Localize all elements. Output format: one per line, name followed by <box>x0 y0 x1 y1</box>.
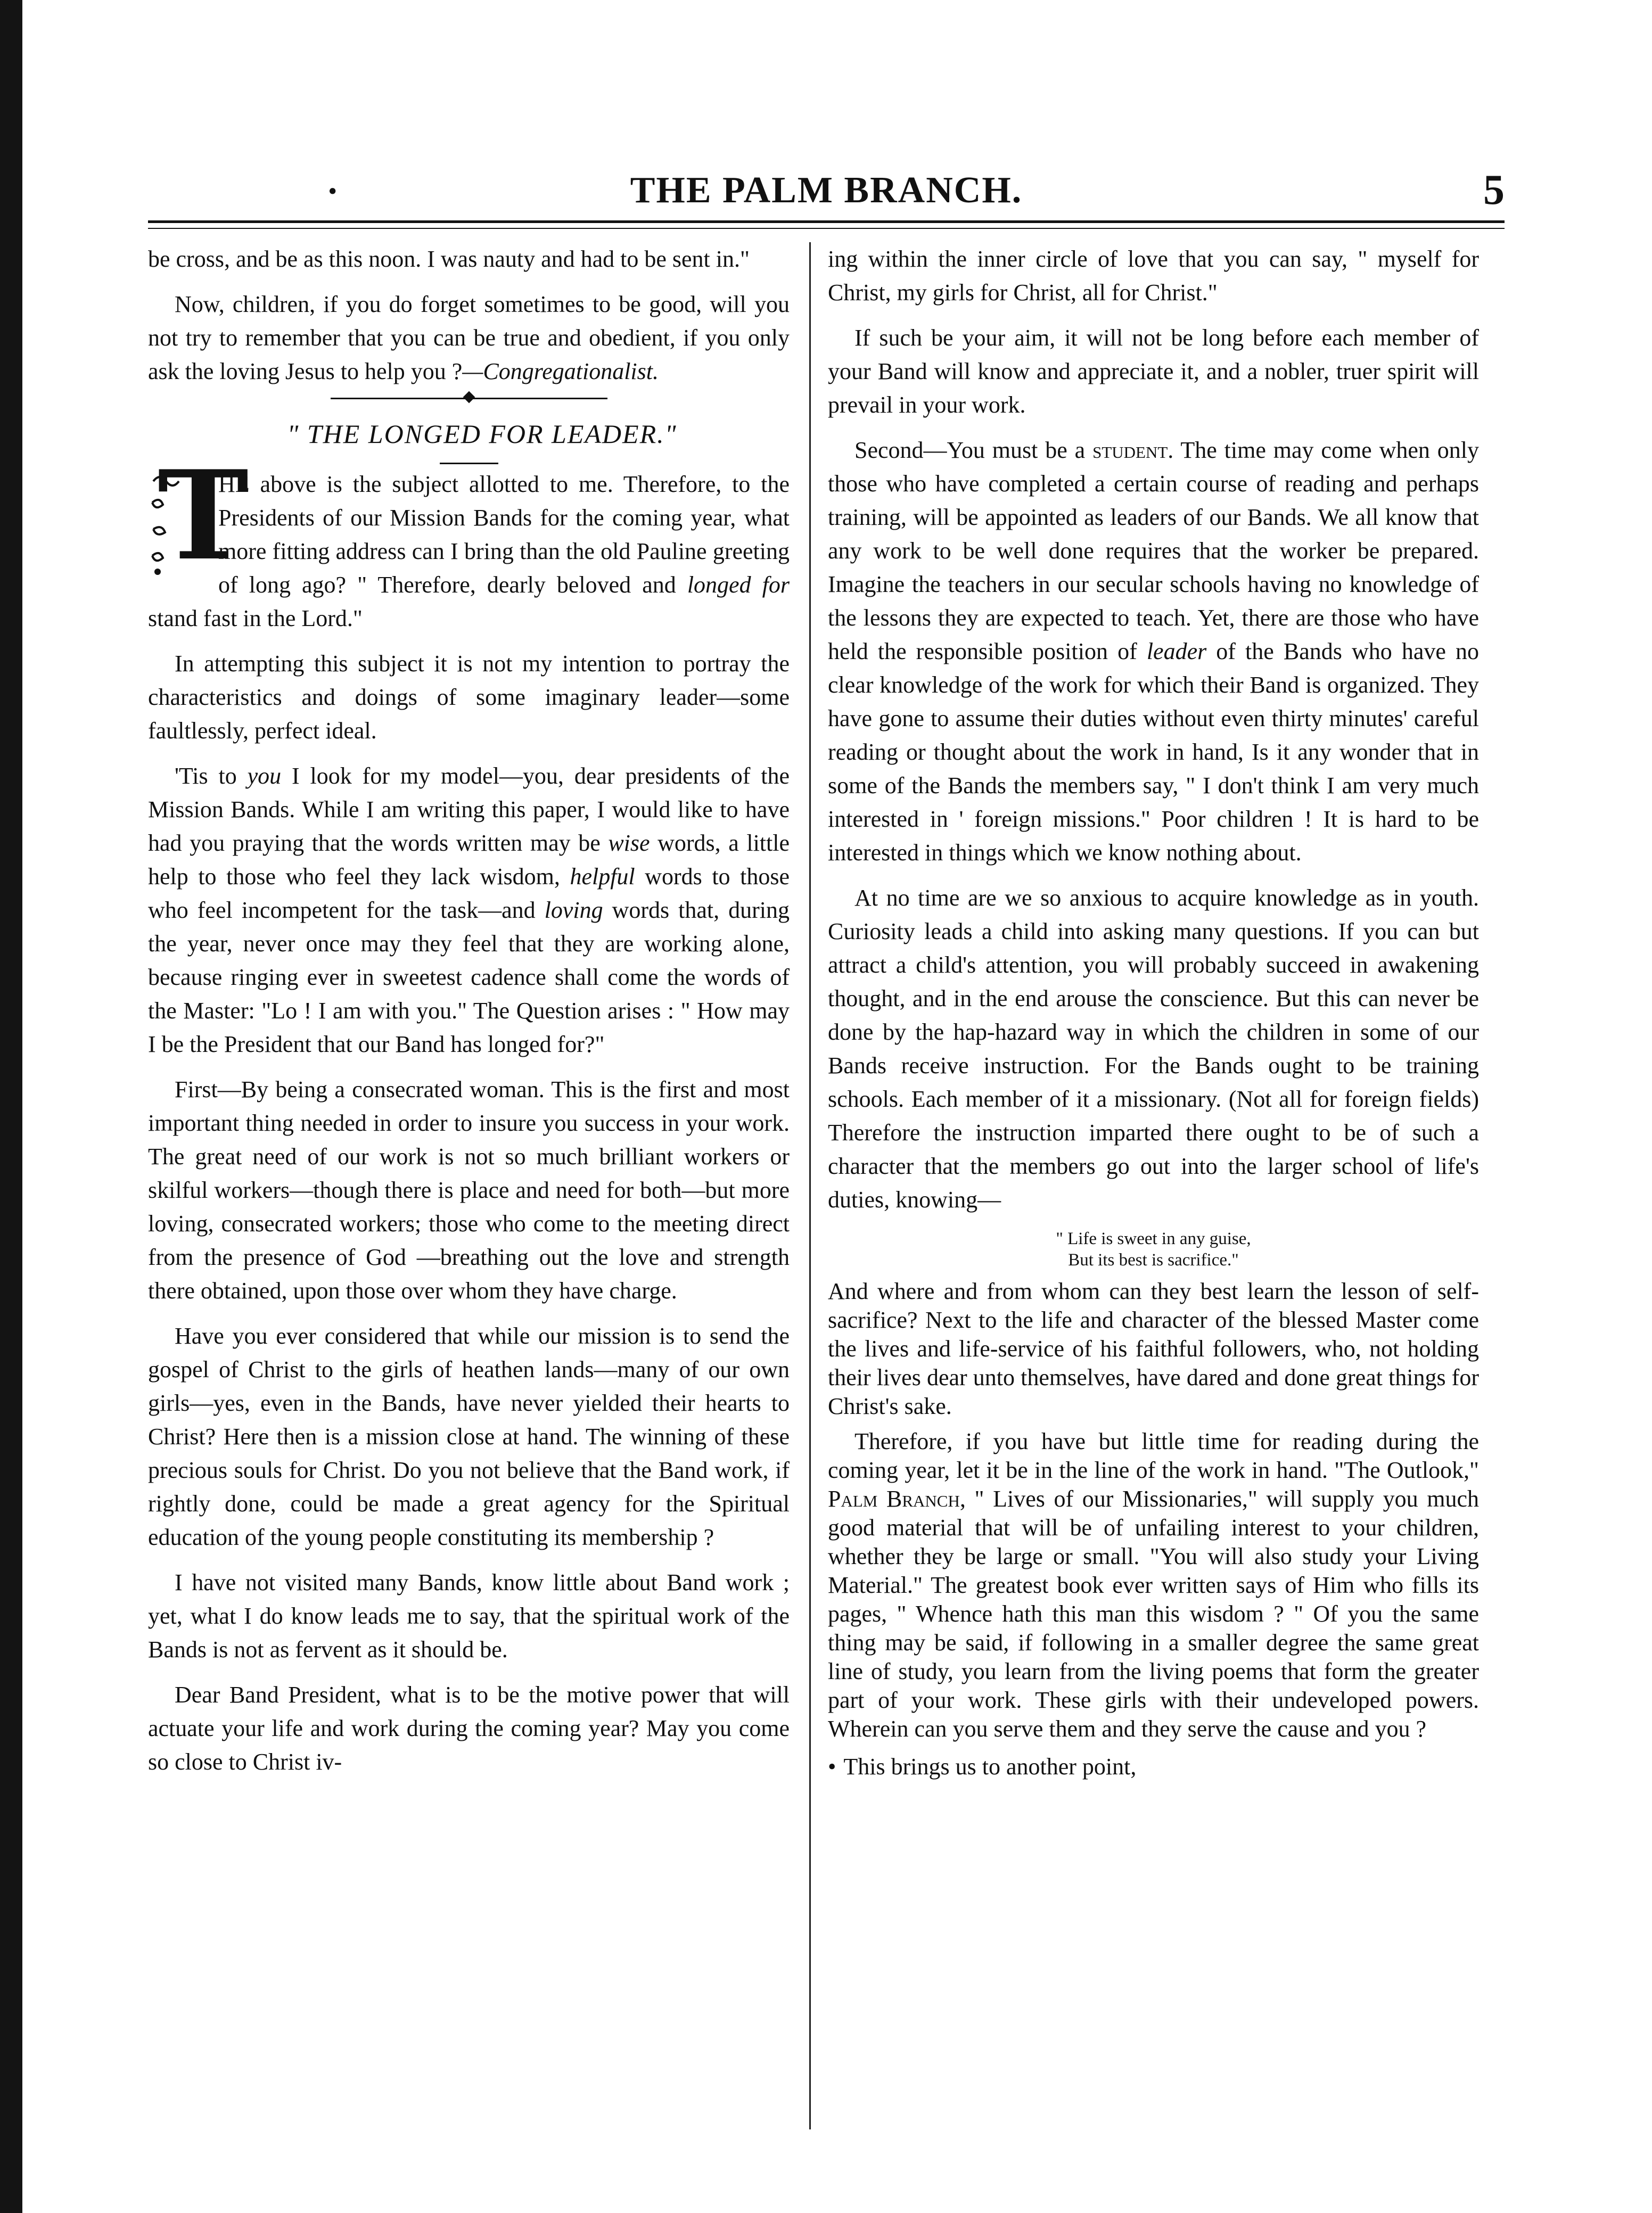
paragraph-text: words that, during the year, never once may they feel that they are working alone, because ringing ever in sweetest cadence shall come the words of the Master: "Lo ! I am with you." The Question arises : " How may I be the President that our Band has longed for?" <box>148 897 790 1057</box>
paragraph: Dear Band President, what is to be the motive power that will actuate your life and work during the coming year? May you come so close to Christ iv- <box>148 1682 790 1775</box>
source-citation: —Congregationalist. <box>462 358 659 384</box>
emphasis: you <box>247 763 282 789</box>
page-header <box>148 169 1505 217</box>
small-caps-term: student. <box>1092 437 1174 463</box>
column-divider <box>809 242 811 2129</box>
dropcap-letter: T <box>158 444 249 588</box>
header-rule-thin <box>148 228 1505 229</box>
publication-title: THE PALM BRANCH. <box>630 170 1023 211</box>
verse-line: " Life is sweet in any guise, <box>1056 1229 1251 1248</box>
paragraph-text: stand fast in the Lord." <box>148 605 363 631</box>
paragraph <box>828 1427 1479 1743</box>
paragraph: And where and from whom can they best learn the lesson of self-sacrifice? Next to the life and character of the blessed Master come the lives and life-service of his faithful followers, who, not holding their lives dear unto themselves, have dared and done great things for Christ's sake. <box>828 1278 1479 1419</box>
paragraph-text: words to those who feel incompetent for the task—and <box>148 863 790 923</box>
paragraph-text: of the Bands who have no clear knowledge of the work for which their Band is organized. They have gone to assume their duties without even thirty minutes' careful reading or thought about the work in hand, Is it any wonder that in some of the Bands the members say, " I don't think I am very much interested in ' foreign missions." Poor children ! It is hard to be interested in things which we know nothing about. <box>828 638 1479 866</box>
article-title: " THE LONGED FOR LEADER." <box>287 419 677 449</box>
paragraph-text: The time may come when only those who have completed a certain course of reading and perhaps training, will be appointed as leaders of our Bands. We all know that any work to be well done requires that the worker be prepared. Imagine the teachers in our secular schools having no knowledge of the lessons they are expected to teach. Yet, there are those who have held the responsible position of <box>828 437 1479 664</box>
header-rule <box>148 220 1505 223</box>
right-column <box>828 242 1479 1795</box>
dropcap <box>148 444 249 588</box>
paragraph: If such be your aim, it will not be long before each member of your Band will know and appreciate it, and a nobler, truer spirit will prevail in your work. <box>828 325 1479 418</box>
emphasis: helpful <box>570 863 635 890</box>
paragraph-text: " Lives of our Missionaries," will supply you much good material that will be of unfailing interest to your children, whether they be large or small. "You will also study your Living Material." The greatest book ever written says of Him who fills its pages, " Whence hath this man this wisdom ? " Of you the same thing may be said, if following in a smaller degree the same great line of study, you learn from the living poems that form the greater part of your work. These girls with their undeveloped powers. Wherein can you serve them and they serve the cause and you ? <box>828 1486 1479 1742</box>
verse-line: But its best is sacrifice." <box>1068 1251 1239 1270</box>
paragraph-text: Therefore, if you have but little time for reading during the coming year, let it be in the line of the work in hand. "The Outlook," <box>828 1428 1479 1483</box>
divider-ornament <box>463 391 475 404</box>
paragraph-text: Second—You must be a <box>854 437 1093 463</box>
paragraph-text: I look for my model—you, dear presidents of the Mission Bands. While I am writing this paper, I would like to have had you praying that the words written may be <box>148 763 790 856</box>
paragraph-text: This brings us to another point, <box>843 1754 1137 1780</box>
paragraph-text: Now, children, if you do forget sometimes to be good, will you not try to remember that you can be true and obedient, if you only ask the loving Jesus to help you ? <box>148 291 790 384</box>
paragraph: Have you ever considered that while our mission is to send the gospel of Christ to the girls of heathen lands—many of our own girls—yes, even in the Bands, have never yielded their hearts to Christ? Here then is a mission close at hand. The winning of these precious souls for Christ. Do you not believe that the Band work, if rightly done, could be made a great agency for the Spiritual education of the young people constituting its membership ? <box>148 1323 790 1550</box>
emphasis: leader <box>1146 638 1207 664</box>
paragraph-with-dropcap <box>148 444 790 635</box>
paragraph-text: words, a little help to those who feel they lack wisdom, <box>148 830 790 890</box>
section-divider <box>331 398 607 404</box>
binding-edge <box>0 0 22 2213</box>
emphasis: wise <box>608 830 650 856</box>
bullet-mark: • <box>828 1754 836 1780</box>
paragraph <box>148 759 790 1061</box>
paragraph: In attempting this subject it is not my intention to portray the characteristics and doings of some imaginary leader—some faultlessly, perfect ideal. <box>148 651 790 744</box>
page-number: 5 <box>1483 167 1505 213</box>
paragraph: be cross, and be as this noon. I was nauty and had to be sent in." <box>148 246 750 272</box>
emphasis: loving <box>544 897 603 923</box>
paragraph: I have not visited many Bands, know little about Band work ; yet, what I do know leads me to say, that the spiritual work of the Bands is not as fervent as it should be. <box>148 1569 790 1663</box>
paragraph-text: 'Tis to <box>175 763 248 789</box>
paragraph-text: HE above is the subject allotted to me. Therefore, to the Presidents of our Mission Bands for the coming year, what more fitting address can I bring than the old Pauline greeting of long ago? " Therefore, dearly beloved and <box>218 471 790 598</box>
paragraph: ing within the inner circle of love that you can say, " myself for Christ, my girls for Christ, all for Christ." <box>828 246 1479 306</box>
paragraph <box>828 1750 1479 1783</box>
emphasis: longed for <box>687 572 790 598</box>
paragraph: First—By being a consecrated woman. This is the first and most important thing needed in order to insure you success in your work. The great need of our work is not so much brilliant workers or skilful workers—though there is place and need for both—but more loving, consecrated workers; those who come to the meeting direct from the presence of God —breathing out the love and strength there obtained, upon those over whom they have charge. <box>148 1076 790 1304</box>
header-dot: · <box>326 171 339 212</box>
paragraph: At no time are we so anxious to acquire knowledge as in youth. Curiosity leads a child into asking many questions. If you can but attract a child's attention, you will probably succeed in awakening thought, and in the end arouse the conscience. But this can never be done by the hap-hazard way in which the children in some of our Bands receive instruction. For the Bands ought to be training schools. Each member of it a missionary. (Not all for foreign fields) Therefore the instruction imparted there ought to be of such a character that the members go out into the larger school of life's duties, knowing— <box>828 885 1479 1213</box>
left-column <box>148 242 790 1790</box>
paragraph <box>828 433 1479 869</box>
paragraph <box>148 287 790 388</box>
verse-quote <box>828 1228 1479 1271</box>
small-caps-term: Palm Branch, <box>828 1486 966 1512</box>
title-rule <box>440 463 498 464</box>
